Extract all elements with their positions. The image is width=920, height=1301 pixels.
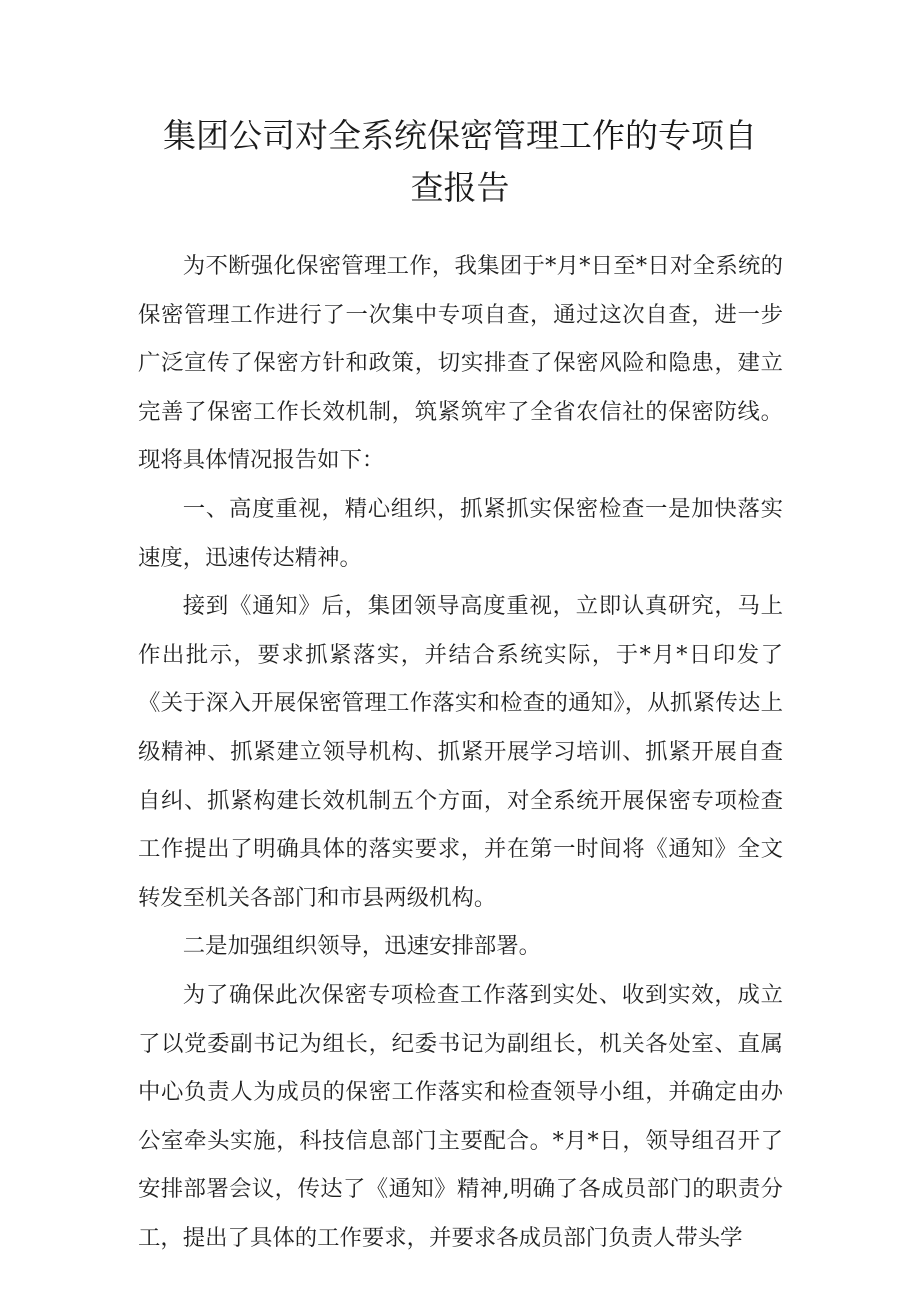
paragraph-point-2-heading: 二是加强组织领导，迅速安排部署。 [182, 933, 542, 960]
paragraph-section-1-heading: 一、高度重视，精心组织，抓紧抓实保密检查一是加快落实速度，迅速传达精神。 [138, 495, 783, 571]
title-line-1: 集团公司对全系统保密管理工作的专项自 [163, 116, 757, 155]
paragraph-notice-received: 接到《通知》后，集团领导高度重视，立即认真研究，马上作出批示，要求抓紧落实，并结合系统实际，于*月*日印发了《关于深入开展保密管理工作落实和检查的通知》，从抓紧传达上级精神、抓紧建立领导机构、抓紧开展学习培训、抓紧开展自查自纠、抓紧构建长效机制五个方面，对全系统开展保密专项检查工作提出了明确具体的落实要求，并在第一时间将《通知》全文转发至机关各部门和市县两级机构。 [138, 593, 783, 911]
document-body [138, 242, 783, 1262]
title-line-2: 查报告 [410, 168, 510, 207]
paragraph-intro: 为不断强化保密管理工作，我集团于*月*日至*日对全系统的保密管理工作进行了一次集中专项自查，通过这次自查，进一步广泛宣传了保密方针和政策，切实排查了保密风险和隐患，建立完善了保密工作长效机制，筑紧筑牢了全省农信社的保密防线。现将具体情况报告如下： [138, 253, 783, 474]
paragraph-leadership-group: 为了确保此次保密专项检查工作落到实处、收到实效，成立了以党委副书记为组长，纪委书记为副组长，机关各处室、直属中心负责人为成员的保密工作落实和检查领导小组，并确定由办公室牵头实施，科技信息部门主要配合。*月*日，领导组召开了安排部署会议，传达了《通知》精神,明确了各成员部门的职责分工，提出了具体的工作要求，并要求各成员部门负责人带头学 [138, 981, 783, 1251]
document-title [138, 110, 782, 214]
